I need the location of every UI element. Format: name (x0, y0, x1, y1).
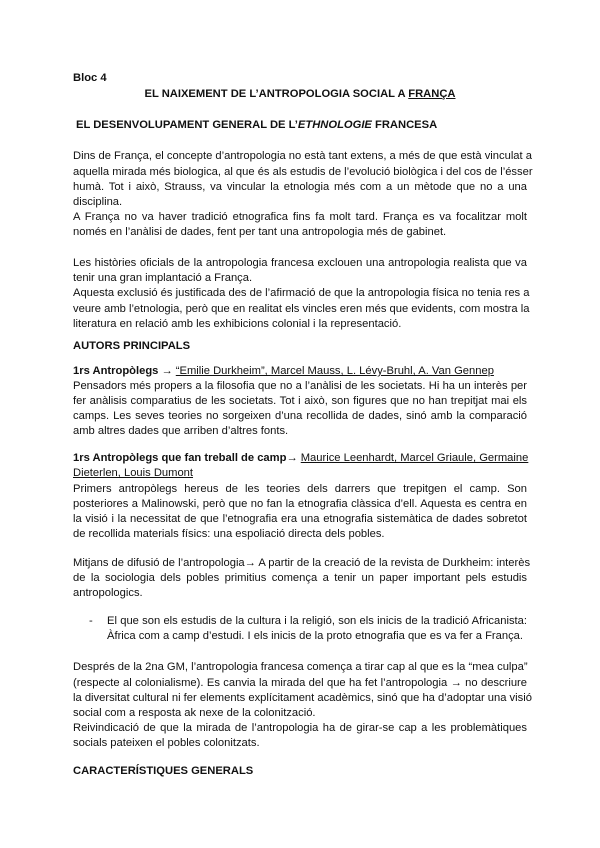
subtitle-pre: EL DESENVOLUPAMENT GENERAL DE L’ (76, 119, 298, 131)
paragraph-line: Primers antropòlegs hereus de les teories dels darrers que trepitgen el camp. Son (73, 483, 527, 495)
group1-label: 1rs Antropòlegs (73, 365, 159, 377)
caracteristiques-heading: CARACTERÍSTIQUES GENERALS (73, 765, 254, 777)
paragraph-line: Després de la 2na GM, l’antropologia francesa comença a tirar cap al que es la “mea culpa” (73, 661, 528, 673)
group2-arrow: → (286, 452, 301, 464)
paragraph-line: A França no va haver tradició etnografica fins fa molt tard. França es va focalitzar molt (73, 211, 527, 223)
paragraph-line: disciplina. (73, 196, 123, 208)
paragraph-line: de la sociologia dels pobles primitius comença a tenir un paper important pels estudis (73, 572, 527, 584)
group1-arrow: → (158, 365, 176, 377)
page-title-text: EL NAIXEMENT DE L’ANTROPOLOGIA SOCIAL A (144, 88, 409, 100)
group2-heading (73, 451, 527, 466)
paragraph-line: tenir una gran implantació a França. (73, 272, 253, 284)
paragraph-line: només en l’anàlisi de dades, fent per tant una antropologia més de gabinet. (73, 226, 447, 238)
bullet-line: El que son els estudis de la cultura i la religió, son els inicis de la tradició Africanista: (107, 615, 527, 627)
paragraph-line: posteriores a Malinowski, però que no fan la etnografia clàssica d’ell. Aquesta es centra en (73, 498, 527, 510)
paragraph-line: Mitjans de difusió de l’antropologia→ A partir de la creació de la revista de Durkheim: interès (73, 557, 531, 569)
paragraph-line: Dins de França, el concepte d’antropologia no està tant extens, a més de que està vinculat a (73, 150, 532, 162)
section-subtitle (76, 118, 530, 133)
group2-names: Maurice Leenhardt, Marcel Griaule, Germaine (300, 452, 529, 464)
paragraph-line: la diversitat cultural ni fer elements explícitament acadèmics, sinó que ha d’adoptar una visió (73, 692, 532, 704)
paragraph-line: veure amb l’etnologia, però que en realitat els vincles eren més que evidents, com mostra la (73, 303, 530, 315)
paragraph-line: Pensadors més propers a la filosofia que no a l’anàlisi de les societats. Hi ha un interès per (73, 380, 527, 392)
paragraph-line: socials pateixen el pobles colonitzats. (73, 737, 260, 749)
paragraph-line: la visió i la necessitat de que l’etnografia era una etnografia sistemàtica de dades sobretot (73, 513, 527, 525)
bloc-label: Bloc 4 (73, 72, 107, 84)
page-title (73, 87, 527, 102)
paragraph-line: social com a resposta ak nexe de la colonització. (73, 707, 316, 719)
subtitle-post: FRANCESA (371, 119, 438, 131)
paragraph-line: camps. Les seves teories no sorgeixen d’una recollida de dades, sinó amb la comparació (73, 410, 527, 422)
page-title-underlined: FRANÇA (408, 88, 456, 100)
group1-heading (73, 364, 527, 379)
paragraph-line: de recollida materials físics: una espoliació directa dels pobles. (73, 528, 385, 540)
paragraph-line: amb altres dades que arriben d’altres fonts. (73, 425, 289, 437)
paragraph-line: Aquesta exclusió és justificada des de l’afirmació de que la antropologia física no tenia res a (73, 287, 530, 299)
group2-label: 1rs Antropòlegs que fan treball de camp (73, 452, 287, 464)
bullet-line: Àfrica com a camp d’estudi. I els inicis de la proto etnografia que es va fer a França. (107, 630, 524, 642)
paragraph-line: (respecte al colonialisme). Es canvia la mirada del que ha fet l’antropologia → no descriure (73, 677, 527, 689)
paragraph-line: Reivindicació de que la mirada de l’antropologia ha de girar-se cap a les problemàtiques (73, 722, 527, 734)
subtitle-italic: ETHNOLOGIE (297, 119, 372, 131)
paragraph-line: aquella mirada més biologica, al que és als estudis de l’evolució biològica i del cos de l’ésser (73, 166, 533, 178)
autors-heading: AUTORS PRINCIPALS (73, 340, 191, 352)
paragraph-line: Les històries oficials de la antropologia francesa exclouen una antropologia realista que va (73, 257, 527, 269)
paragraph-line: humà. Tot i això, Strauss, va vincular la etnologia més com a un mètode que no a una (73, 181, 527, 193)
group1-names: “Emilie Durkheim”, Marcel Mauss, L. Lévy-Bruhl, A. Van Gennep (175, 365, 494, 377)
paragraph-line: fer anàlisis comparatius de les societats. Tot i això, son figures que no han trepitjat mai els (73, 395, 527, 407)
paragraph-line: literatura en relació amb les exhibicions colonial i la representació. (73, 318, 402, 330)
paragraph-line: antropologics. (73, 587, 143, 599)
bullet-marker: - (89, 615, 93, 627)
group2-names-cont: Dieterlen, Louis Dumont (73, 467, 194, 479)
